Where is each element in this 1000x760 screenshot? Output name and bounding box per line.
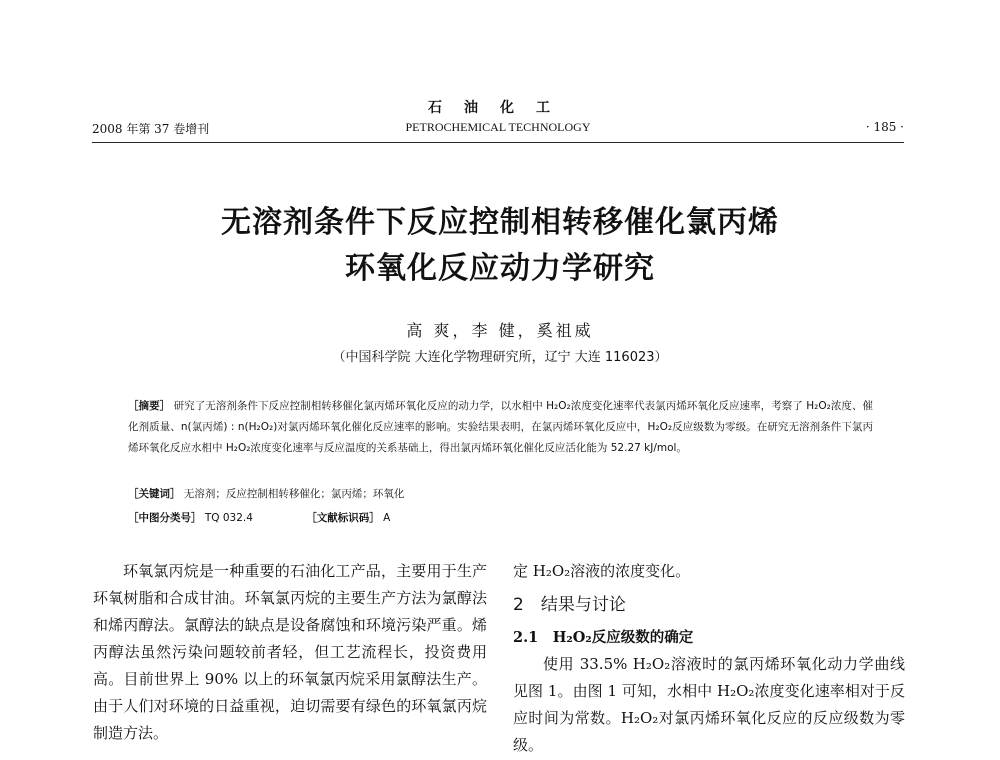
page-number: · 185 ·	[865, 120, 904, 134]
clc-value: TQ 032.4	[204, 512, 253, 524]
header-rule	[92, 142, 904, 143]
volume-info: 2008 年第 37 卷增刊	[92, 122, 210, 136]
results-paragraph: 使用 33.5% H₂O₂溶液时的氯丙烯环氧化动力学曲线见图 1。由图 1 可知，水相中 H₂O₂浓度变化速率相对于反应时间为常数。H₂O₂对氯丙烯环氧化反应的反应级数为零级。	[513, 655, 905, 754]
title-line-1: 无溶剂条件下反应控制相转移催化氯丙烯	[221, 205, 779, 240]
section-heading: 2 结果与讨论	[513, 595, 626, 615]
authors: 高 爽，李 健，奚祖威	[406, 321, 594, 340]
journal-name-cn: 石油化工	[428, 100, 572, 116]
classification	[128, 510, 390, 525]
continued-text: 定 H₂O₂溶液的浓度变化。	[513, 562, 691, 580]
title-line-2: 环氧化反应动力学研究	[345, 251, 655, 286]
abstract-label: ［摘要］	[128, 400, 171, 412]
running-header	[92, 120, 904, 138]
journal-name-en: PETROCHEMICAL TECHNOLOGY	[405, 120, 591, 134]
keywords-label: ［关键词］	[128, 488, 181, 500]
doc-code-value: A	[383, 512, 391, 524]
keywords	[128, 486, 404, 501]
doc-code-label: ［文献标识码］	[306, 512, 380, 524]
body-right-column	[513, 558, 905, 759]
clc-label: ［中图分类号］	[128, 512, 202, 524]
intro-paragraph: 环氧氯丙烷是一种重要的石油化工产品，主要用于生产环氧树脂和合成甘油。环氧氯丙烷的主要生产方法为氯醇法和烯丙醇法。氯醇法的缺点是设备腐蚀和环境污染严重。烯丙醇法虽然污染问题较前者轻，但工艺流程长，投资费用高。目前世界上 90% 以上的环氧氯丙烷采用氯醇法生产。由于人们对环境的日益重视，迫切需要有绿色的环氧氯丙烷制造方法。	[93, 562, 487, 742]
abstract-text: 研究了无溶剂条件下反应控制相转移催化氯丙烯环氧化反应的动力学，以水相中 H₂O₂浓度变化速率代表氯丙烯环氧化反应速率，考察了 H₂O₂浓度、催化剂质量、n(氯丙烯) : n(H₂O₂)对氯丙烯环氧化催化反应速率的影响。实验结果表明，在氯丙烯环氧化反应中，H₂O₂反应级数为零级。在研究无溶剂条件下氯丙烯环氧化反应水相中 H₂O₂浓度变化速率与反应温度的关系基础上，得出氯丙烯环氧化催化反应活化能为 52.27 kJ/mol。	[128, 400, 873, 454]
body-left-column	[93, 558, 487, 747]
keywords-text: 无溶剂；反应控制相转移催化；氯丙烯；环氧化	[183, 488, 405, 500]
abstract	[128, 396, 873, 459]
affiliation: （中国科学院 大连化学物理研究所，辽宁 大连 116023）	[332, 350, 668, 365]
subsection-heading: 2.1 H₂O₂反应级数的确定	[513, 629, 694, 646]
